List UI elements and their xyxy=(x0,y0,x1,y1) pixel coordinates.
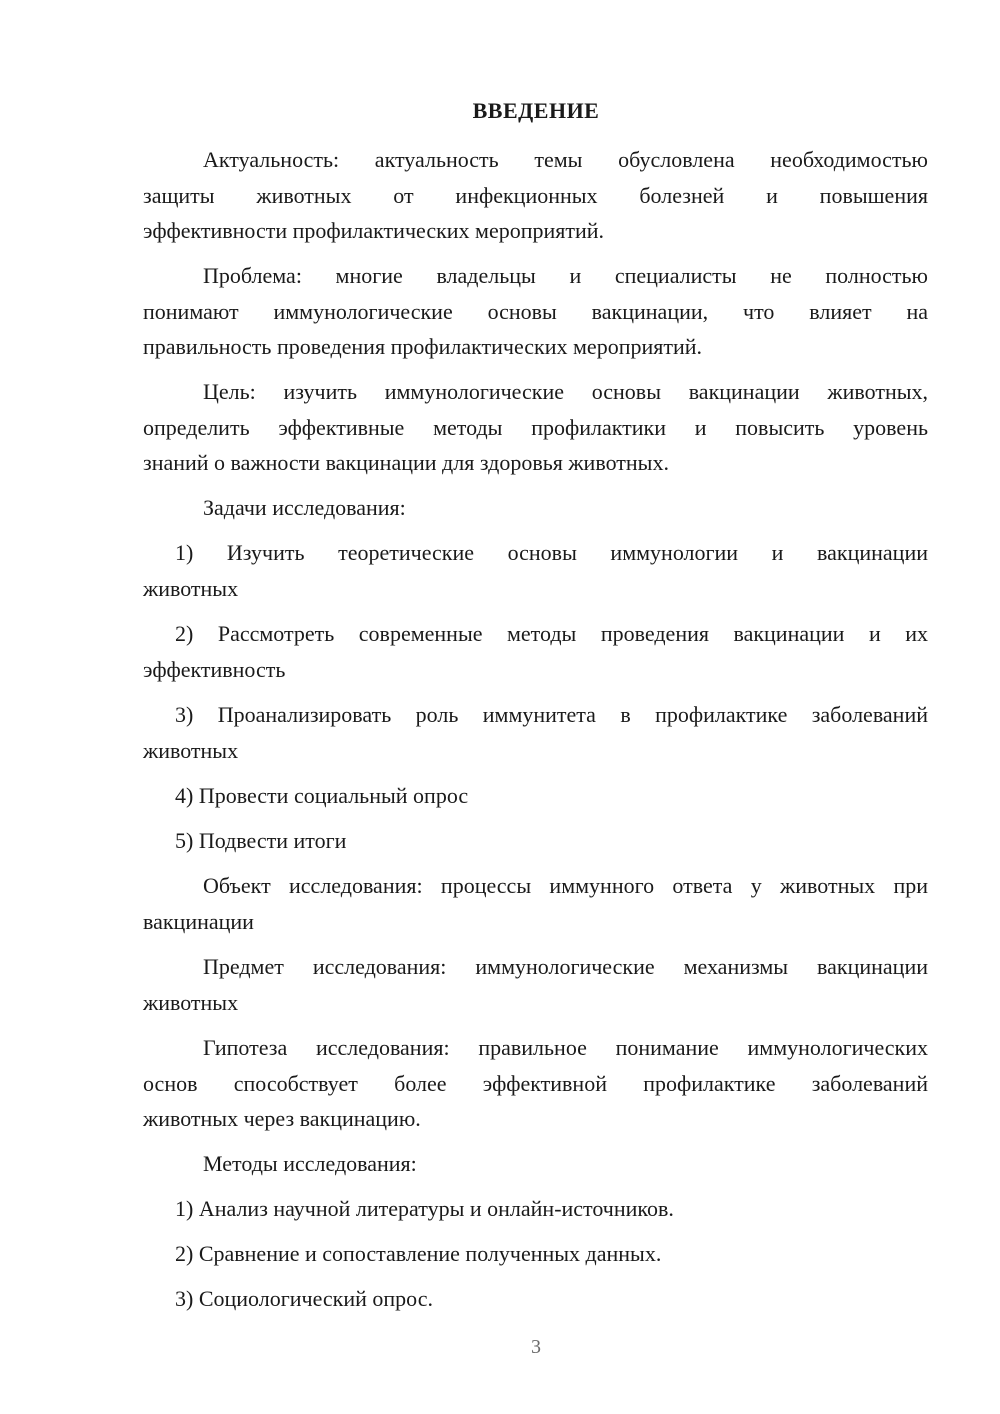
paragraph-line: животных xyxy=(143,575,239,601)
paragraph-line: Цель: изучить иммунологические основы вакцинации животных, xyxy=(203,379,928,404)
paragraph-problem xyxy=(143,258,928,365)
paragraph-line: определить эффективные методы профилактики и повысить уровень xyxy=(143,414,928,440)
paragraph-line: Задачи исследования: xyxy=(203,495,406,520)
paragraph-line: Гипотеза исследования: правильное понимание иммунологических xyxy=(203,1035,928,1060)
paragraph-subject xyxy=(143,949,928,1020)
paragraph-line: правильность проведения профилактических мероприятий. xyxy=(143,334,703,359)
paragraph-line: Проблема: многие владельцы и специалисты не полностью xyxy=(203,263,928,288)
paragraph-line: 3) Проанализировать роль иммунитета в профилактике заболеваний xyxy=(175,702,928,727)
list-item-task-3 xyxy=(143,697,928,768)
paragraph-line: основ способствует более эффективной профилактике заболеваний xyxy=(143,1070,928,1096)
paragraph-methods-heading xyxy=(143,1146,928,1182)
paragraph-line: 5) Подвести итоги xyxy=(175,828,347,853)
paragraph-line: Актуальность: актуальность темы обусловлена необходимостью xyxy=(203,147,928,172)
paragraph-line: животных xyxy=(143,989,239,1015)
paragraph-tasks-heading xyxy=(143,490,928,526)
paragraph-relevance xyxy=(143,142,928,249)
paragraph-line: 3) Социологический опрос. xyxy=(175,1286,433,1311)
paragraph-line: эффективности профилактических мероприятий. xyxy=(143,218,605,243)
paragraph-line: Объект исследования: процессы иммунного ответа у животных при xyxy=(203,873,928,898)
paragraph-line: вакцинации xyxy=(143,908,254,934)
paragraph-line: Предмет исследования: иммунологические механизмы вакцинации xyxy=(203,954,928,979)
list-item-method-1 xyxy=(143,1191,928,1227)
paragraph-goal xyxy=(143,374,928,481)
list-item-method-3 xyxy=(143,1281,928,1317)
list-item-task-4 xyxy=(143,778,928,814)
paragraph-line: 1) Анализ научной литературы и онлайн-источников. xyxy=(175,1196,674,1221)
list-item-task-2 xyxy=(143,616,928,687)
paragraph-line: защиты животных от инфекционных болезней и повышения xyxy=(143,182,928,208)
paragraph-line: 2) Рассмотреть современные методы проведения вакцинации и их xyxy=(175,621,928,646)
paragraph-line: животных xyxy=(143,737,239,763)
list-item-method-2 xyxy=(143,1236,928,1272)
paragraph-line: животных через вакцинацию. xyxy=(143,1106,421,1131)
paragraph-hypothesis xyxy=(143,1030,928,1137)
paragraph-line: Методы исследования: xyxy=(203,1151,417,1176)
page-number: 3 xyxy=(531,1336,541,1358)
paragraph-line: 4) Провести социальный опрос xyxy=(175,783,469,808)
page-title: ВВЕДЕНИЕ xyxy=(472,98,600,123)
paragraph-line: знаний о важности вакцинации для здоровья животных. xyxy=(143,450,669,475)
list-item-task-5 xyxy=(143,823,928,859)
paragraph-line: 2) Сравнение и сопоставление полученных данных. xyxy=(175,1241,662,1266)
paragraph-object xyxy=(143,868,928,939)
paragraph-line: эффективность xyxy=(143,656,286,682)
paragraph-line: 1) Изучить теоретические основы иммунологии и вакцинации xyxy=(175,540,928,565)
paragraph-line: понимают иммунологические основы вакцинации, что влияет на xyxy=(143,298,928,324)
list-item-task-1 xyxy=(143,535,928,606)
